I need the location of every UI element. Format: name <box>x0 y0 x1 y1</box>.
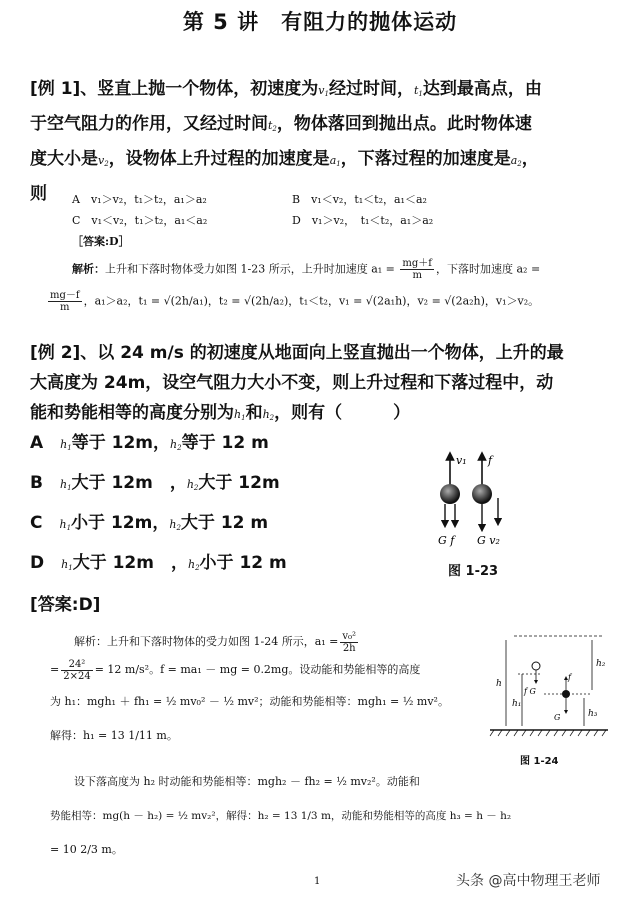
example2-solution-line5: 设下落高度为 h₂ 时动能和势能相等：mgh₂ － fh₂ = ½ mv₂²。动能和 <box>74 775 420 788</box>
fraction: $\frac{mg+f}{m}$ <box>402 258 432 281</box>
page-title: 第 5 讲 有阻力的抛体运动 <box>182 10 458 34</box>
var-v2: $v_2$ <box>98 154 109 168</box>
solution-text: = <box>50 663 60 676</box>
var-h2: $h_2$ <box>170 438 182 452</box>
label-h1: h₁ <box>512 699 522 709</box>
ground-hatch <box>490 730 606 736</box>
label-v1: v₁ <box>456 454 467 467</box>
label-f: f <box>568 673 571 682</box>
figure-1-23 <box>420 448 530 548</box>
example1-text: 度大小是 <box>30 149 98 169</box>
example1-solution-line2 <box>46 290 606 313</box>
example1-text: 则 <box>30 184 47 204</box>
solution-text: 解析：上升和下落时物体的受力如图 1-24 所示，a₁ = <box>74 635 339 648</box>
example2-text: 能和势能相等的高度分别为 <box>30 403 234 423</box>
figure-1-24-caption: 图 1-24 <box>520 756 559 767</box>
example1-option-d: D v₁＞v₂， t₁＜t₂，a₁＞a₂ <box>292 214 434 227</box>
ball-falling <box>562 690 570 698</box>
fraction: $\frac{\text{24²}}{2\times 24}$ <box>63 658 91 682</box>
solution-text: = 12 m/s²。f = ma₁ － mg = 0.2mg。设动能和势能相等的高度 <box>94 663 421 676</box>
var-a1: $a_1$ <box>329 154 341 168</box>
var-h2: $h_2$ <box>187 558 200 572</box>
label-fg: f G <box>524 687 536 696</box>
label-h2: h₂ <box>596 659 606 669</box>
example1-text: ，设物体上升过程的加速度是 <box>108 149 330 169</box>
fraction: $\frac{\text{v₀²}}{2h}$ <box>342 630 357 654</box>
label-gv2: G v₂ <box>477 534 500 547</box>
example2-choice-c: C $h_1$小于 12m，$h_2$大于 12 m <box>30 513 269 533</box>
example1-text: ，下落过程的加速度是 <box>340 149 511 169</box>
solution-text: 上升和下落时物体受力如图 1-23 所示，上升时加速度 a₁ = <box>105 262 395 276</box>
example2-text: 、以 24 m/s 的初速度从地面向上竖直抛出一个物体，上升的最 <box>80 343 564 363</box>
ball-rising <box>532 662 540 670</box>
var-h2: $h_2$ <box>169 518 181 532</box>
ball-rising <box>440 484 460 504</box>
var-a2: $a_2$ <box>510 154 522 168</box>
example1-text: 经过时间， <box>328 79 414 99</box>
var-h1: $h_1$ <box>59 478 72 492</box>
var-t1: $t_1$ <box>413 84 423 98</box>
example1-solution-line1 <box>72 258 602 281</box>
label-g: G <box>554 713 561 722</box>
example2-solution-line2 <box>50 658 480 682</box>
example1-option-b: B v₁＜v₂，t₁＜t₂，a₁＜a₂ <box>292 193 427 206</box>
example2-solution-line6: 势能相等：mg(h － h₂) = ½ mv₂²，解得：h₂ = 13 1/3 m，动能和势能相等的高度 h₃ = h － h₂ <box>50 810 512 822</box>
example1-option-a: A v₁＞v₂，t₁＞t₂，a₁＞a₂ <box>72 193 207 206</box>
fraction: $\frac{mg-f}{m}$ <box>50 290 80 313</box>
label-gf: G f <box>438 534 455 547</box>
example1-text: 、竖直上抛一个物体，初速度为 <box>80 79 319 99</box>
example2-solution-line4: 解得：h₁ = 13 1/11 m。 <box>50 729 178 742</box>
example2-solution-line3: 为 h₁：mgh₁ ＋ fh₁ = ½ mv₀² － ½ mv²；动能和势能相等：mgh₁ = ½ mv²。 <box>50 695 449 708</box>
example1-option-c: C v₁＜v₂，t₁＞t₂，a₁＜a₂ <box>72 214 208 227</box>
example2-text: 大高度为 24m，设空气阻力大小不变，则上升过程和下落过程中，动 <box>30 373 554 393</box>
example1-text: ， <box>521 149 539 169</box>
figure-1-24 <box>484 630 614 742</box>
example2-text: 和 <box>245 403 263 423</box>
example1-text: 达到最高点，由 <box>422 79 542 99</box>
ball-falling <box>472 484 492 504</box>
example2-question <box>30 338 620 433</box>
var-t2: $t_2$ <box>268 119 277 133</box>
solution-label: 解析： <box>72 262 105 276</box>
watermark: 头条 @高中物理王老师 <box>456 873 601 889</box>
example2-solution-line1 <box>74 630 474 654</box>
example1-label: [例 1] <box>30 79 81 99</box>
page-number: 1 <box>314 876 321 887</box>
example2-answer: [答案:D] <box>30 595 101 615</box>
figure-1-23-caption: 图 1-23 <box>448 564 499 579</box>
example2-text: ，则有（ ） <box>274 403 411 423</box>
var-h1: $h_1$ <box>61 558 73 572</box>
example1-question <box>30 74 620 209</box>
example1-answer: ［答案:D］ <box>72 235 130 248</box>
example2-solution-line7: = 10 2/3 m。 <box>50 843 123 856</box>
var-h1: $h_1$ <box>59 518 72 532</box>
var-h2: $h_2$ <box>186 478 199 492</box>
example2-choice-d: D $h_1$大于 12m ，$h_2$小于 12 m <box>30 553 287 573</box>
label-h3: h₃ <box>588 709 598 719</box>
var-v1: $v_1$ <box>318 84 329 98</box>
example2-choice-b: B $h_1$大于 12m ，$h_2$大于 12m <box>30 473 280 493</box>
solution-text: ，a₁＞a₂，t₁ = √(2h/a₁)，t₂ = √(2h/a₂)，t₁＜t₂，v₁ = √(2a₁h)，v₂ = √(2a₂h)，v₁＞v₂。 <box>83 294 540 308</box>
example1-text: ，物体落回到抛出点。此时物体速 <box>276 114 532 134</box>
var-h1: $h_1$ <box>60 438 72 452</box>
label-h: h <box>496 679 502 689</box>
var-h1: $h_1$ <box>234 408 246 422</box>
label-f: f <box>488 454 493 467</box>
example2-label: [例 2] <box>30 343 81 363</box>
var-h2: $h_2$ <box>262 408 275 422</box>
example1-text: 于空气阻力的作用，又经过时间 <box>30 114 268 134</box>
solution-text: ，下落时加速度 a₂ = <box>435 262 541 276</box>
example2-choice-a: A $h_1$等于 12m，$h_2$等于 12 m <box>30 433 269 453</box>
